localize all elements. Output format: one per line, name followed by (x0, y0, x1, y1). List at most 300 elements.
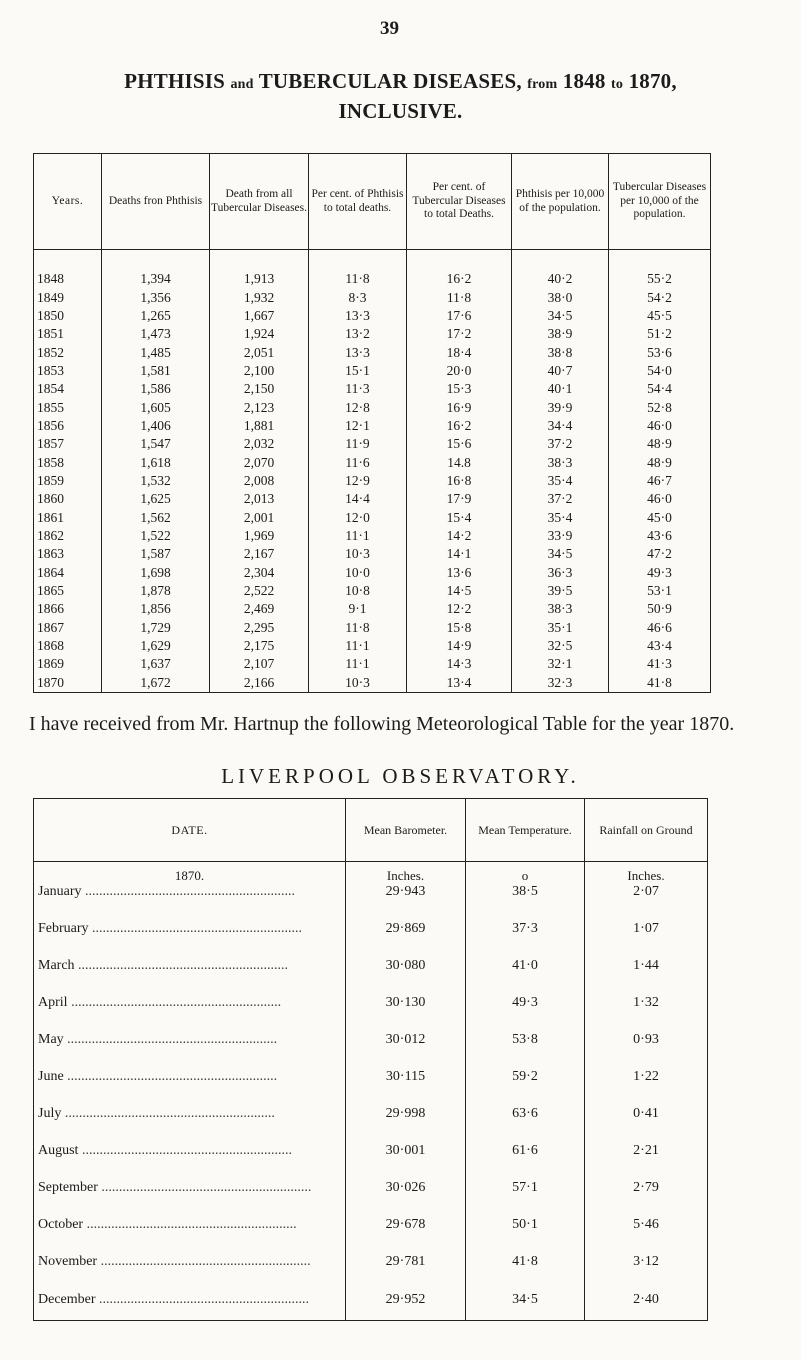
table-row (34, 288, 711, 306)
table-cell: 29·998 (346, 1095, 466, 1132)
table-cell: 2·79 (585, 1169, 708, 1206)
table-cell: 15·8 (407, 619, 512, 637)
table-cell: 1,932 (210, 288, 309, 306)
table-cell: 14.8 (407, 453, 512, 471)
observatory-heading: LIVERPOOL OBSERVATORY. (221, 764, 580, 788)
table-cell: 1,406 (102, 417, 210, 435)
table-row (34, 1058, 708, 1095)
table-cell: 1,856 (102, 600, 210, 618)
table-cell: 2,051 (210, 343, 309, 361)
table-row (34, 435, 711, 453)
title-part: PHTHISIS (124, 69, 225, 93)
table-cell: 30·130 (346, 984, 466, 1021)
table-cell: 14·4 (309, 490, 407, 508)
table-cell: 2,001 (210, 508, 309, 526)
table-cell: 52·8 (609, 398, 711, 416)
month-label: April (38, 994, 68, 1010)
leader-dots: ............................................................ (81, 884, 296, 899)
table-cell: 1855 (34, 398, 102, 416)
table-cell: 46·7 (609, 472, 711, 490)
month-cell (34, 1095, 346, 1132)
intro-paragraph: I have received from Mr. Hartnup the following Meteorological Table for the year 1870. (29, 713, 735, 735)
table-row (34, 655, 711, 673)
table-cell: 41·8 (466, 1243, 585, 1280)
table-cell: 1,605 (102, 398, 210, 416)
table-cell: 46·0 (609, 417, 711, 435)
table-cell: 55·2 (609, 270, 711, 288)
table-row (34, 508, 711, 526)
table-cell: 1,637 (102, 655, 210, 673)
title-part: to (611, 77, 624, 92)
table-body (34, 250, 711, 693)
table-cell: 32·3 (512, 674, 609, 693)
table-cell: 1,394 (102, 270, 210, 288)
table-cell: 1,924 (210, 325, 309, 343)
table-cell: 2,295 (210, 619, 309, 637)
table-cell: 34·5 (512, 307, 609, 325)
table-cell: 1863 (34, 545, 102, 563)
table-cell: 1857 (34, 435, 102, 453)
table-cell: 29·869 (346, 910, 466, 947)
month-label: June (38, 1068, 64, 1084)
table-cell: 53·1 (609, 582, 711, 600)
spacer-cell (34, 250, 102, 271)
table-cell: 1867 (34, 619, 102, 637)
month-cell (34, 1021, 346, 1058)
leader-dots: ............................................................ (63, 1031, 278, 1047)
table-cell: 34·5 (466, 1280, 585, 1321)
phthisis-table (33, 153, 711, 693)
table-cell: 1868 (34, 637, 102, 655)
table-row (34, 1169, 708, 1206)
leader-dots: ............................................................ (63, 1068, 278, 1084)
table-cell: 20·0 (407, 362, 512, 380)
table-cell: 16·9 (407, 398, 512, 416)
table-cell: 30·115 (346, 1058, 466, 1095)
month-cell (34, 884, 346, 910)
table-cell: 38·3 (512, 600, 609, 618)
table-cell: 30·012 (346, 1021, 466, 1058)
table-row (34, 472, 711, 490)
table-cell: 46·6 (609, 619, 711, 637)
table-cell: 2·21 (585, 1132, 708, 1169)
table-row (34, 619, 711, 637)
table-cell: 1,881 (210, 417, 309, 435)
table-cell: 17·9 (407, 490, 512, 508)
title-line-2: INCLUSIVE. (338, 99, 463, 123)
column-header: Mean Barometer. (346, 799, 466, 862)
table-cell: 38·0 (512, 288, 609, 306)
unit-cell: 1870. (34, 862, 346, 885)
table-cell: 1·07 (585, 910, 708, 947)
table-row (34, 1095, 708, 1132)
table-cell: 2,167 (210, 545, 309, 563)
spacer-row (34, 250, 711, 271)
title-part: from (527, 77, 558, 92)
table-header-row (34, 154, 711, 250)
table-cell: 2,166 (210, 674, 309, 693)
table-cell: 43·4 (609, 637, 711, 655)
table-cell: 41·0 (466, 947, 585, 984)
table-cell: 1849 (34, 288, 102, 306)
table-body (34, 862, 708, 1321)
table-row (34, 343, 711, 361)
table-cell: 15·3 (407, 380, 512, 398)
month-cell (34, 1132, 346, 1169)
table-cell: 1,581 (102, 362, 210, 380)
leader-dots: ............................................................ (78, 1142, 292, 1158)
table-cell: 2,469 (210, 600, 309, 618)
table-cell: 1,672 (102, 674, 210, 693)
table-cell: 11·9 (309, 435, 407, 453)
table-row (34, 910, 708, 947)
table-row (34, 1021, 708, 1058)
column-header: Death from all Tubercular Diseases. (210, 154, 309, 250)
table-cell: 39·5 (512, 582, 609, 600)
table-cell: 1,698 (102, 564, 210, 582)
table-cell: 9·1 (309, 600, 407, 618)
table-cell: 38·5 (466, 884, 585, 910)
table-cell: 10·3 (309, 545, 407, 563)
table-cell: 10·3 (309, 674, 407, 693)
table-cell: 8·3 (309, 288, 407, 306)
title-part: TUBERCULAR DISEASES, (258, 69, 522, 93)
table-cell: 1,532 (102, 472, 210, 490)
table-row (34, 453, 711, 471)
table-cell: 1862 (34, 527, 102, 545)
leader-dots: ............................................................ (61, 1105, 275, 1121)
table-cell: 1859 (34, 472, 102, 490)
table-cell: 59·2 (466, 1058, 585, 1095)
table-cell: 1,969 (210, 527, 309, 545)
table-cell: 16·8 (407, 472, 512, 490)
table-cell: 37·2 (512, 435, 609, 453)
month-label: July (38, 1105, 62, 1121)
table-row (34, 398, 711, 416)
table-cell: 54·2 (609, 288, 711, 306)
column-header: Tubercular Diseases per 10,000 of the population. (609, 154, 711, 250)
month-cell (34, 984, 346, 1021)
table-cell: 1,587 (102, 545, 210, 563)
column-header: Mean Temperature. (466, 799, 585, 862)
month-cell (34, 1280, 346, 1321)
month-cell (34, 1206, 346, 1243)
table-cell: 40·2 (512, 270, 609, 288)
table-cell: 11·1 (309, 527, 407, 545)
meteorological-table (33, 798, 708, 1321)
column-header: Deaths fron Phthisis (102, 154, 210, 250)
column-header: Phthisis per 10,000 of the population. (512, 154, 609, 250)
table-row (34, 527, 711, 545)
table-cell: 1866 (34, 600, 102, 618)
table-cell: 13·2 (309, 325, 407, 343)
table-cell: 10·8 (309, 582, 407, 600)
table-cell: 35·1 (512, 619, 609, 637)
table-cell: 29·952 (346, 1280, 466, 1321)
table-cell: 1,547 (102, 435, 210, 453)
column-header: DATE. (34, 799, 346, 862)
leader-dots: ............................................................ (95, 1292, 310, 1307)
table-cell: 11·8 (309, 270, 407, 288)
month-cell (34, 1243, 346, 1280)
leader-dots: ............................................................ (74, 957, 289, 973)
units-row (34, 862, 708, 885)
title-part: 1870, (628, 69, 677, 93)
table-cell: 37·2 (512, 490, 609, 508)
leader-dots: ............................................................ (97, 1179, 312, 1195)
table-row (34, 325, 711, 343)
table-cell: 12·9 (309, 472, 407, 490)
month-label: December (38, 1292, 96, 1307)
month-label: January (38, 884, 82, 899)
month-label: May (38, 1031, 64, 1047)
title-part: and (230, 77, 254, 92)
table-cell: 34·4 (512, 417, 609, 435)
page-number: 39 (380, 18, 399, 39)
table-cell: 30·026 (346, 1169, 466, 1206)
table-cell: 35·4 (512, 508, 609, 526)
table-cell: 2,013 (210, 490, 309, 508)
table-cell: 2,100 (210, 362, 309, 380)
table-row (34, 600, 711, 618)
table-row (34, 545, 711, 563)
table-cell: 33·9 (512, 527, 609, 545)
table-cell: 29·781 (346, 1243, 466, 1280)
table-cell: 2,123 (210, 398, 309, 416)
month-label: March (38, 957, 75, 973)
table-row (34, 582, 711, 600)
table-cell: 14·1 (407, 545, 512, 563)
table-cell: 1848 (34, 270, 102, 288)
table-cell: 38·9 (512, 325, 609, 343)
table-cell: 14·3 (407, 655, 512, 673)
table-cell: 2,008 (210, 472, 309, 490)
table-cell: 17·6 (407, 307, 512, 325)
table-cell: 16·2 (407, 270, 512, 288)
table-cell: 35·4 (512, 472, 609, 490)
table-cell: 13·4 (407, 674, 512, 693)
title-part: 1848 (562, 69, 606, 93)
table-cell: 29·943 (346, 884, 466, 910)
table-row (34, 1243, 708, 1280)
table-cell: 40·7 (512, 362, 609, 380)
table-cell: 11·1 (309, 637, 407, 655)
table-cell: 63·6 (466, 1095, 585, 1132)
table-cell: 14·5 (407, 582, 512, 600)
spacer-cell (609, 250, 711, 271)
table-cell: 49·3 (609, 564, 711, 582)
table-row (34, 637, 711, 655)
table-cell: 1864 (34, 564, 102, 582)
table-row (34, 674, 711, 693)
table-cell: 5·46 (585, 1206, 708, 1243)
table-cell: 3·12 (585, 1243, 708, 1280)
table-cell: 14·9 (407, 637, 512, 655)
column-header: Per cent. of Tubercular Diseases to total Deaths. (407, 154, 512, 250)
table-cell: 1,473 (102, 325, 210, 343)
table-cell: 11·1 (309, 655, 407, 673)
table-cell: 1869 (34, 655, 102, 673)
page-title (0, 68, 801, 125)
table-cell: 13·3 (309, 343, 407, 361)
table-cell: 1,265 (102, 307, 210, 325)
table-row (34, 947, 708, 984)
table-cell: 1,562 (102, 508, 210, 526)
column-header: Per cent. of Phthisis to total deaths. (309, 154, 407, 250)
table-cell: 1,522 (102, 527, 210, 545)
table-cell: 37·3 (466, 910, 585, 947)
table-cell: 49·3 (466, 984, 585, 1021)
table-cell: 2,175 (210, 637, 309, 655)
month-label: November (38, 1253, 98, 1269)
unit-cell: Inches. (346, 862, 466, 885)
month-label: February (38, 920, 89, 936)
table-cell: 38·8 (512, 343, 609, 361)
table-cell: 57·1 (466, 1169, 585, 1206)
table-cell: 1·22 (585, 1058, 708, 1095)
leader-dots: ............................................................ (83, 1216, 297, 1232)
table-row (34, 362, 711, 380)
month-label: October (38, 1216, 84, 1232)
table-cell: 2·07 (585, 884, 708, 910)
table-cell: 0·93 (585, 1021, 708, 1058)
table-cell: 41·8 (609, 674, 711, 693)
table-cell: 2·40 (585, 1280, 708, 1321)
table-cell: 11·8 (407, 288, 512, 306)
table-cell: 1858 (34, 453, 102, 471)
table-cell: 1854 (34, 380, 102, 398)
column-header: Years. (34, 154, 102, 250)
table-cell: 14·2 (407, 527, 512, 545)
spacer-cell (102, 250, 210, 271)
table-cell: 13·6 (407, 564, 512, 582)
table-cell: 2,304 (210, 564, 309, 582)
table-cell: 39·9 (512, 398, 609, 416)
table-cell: 1·44 (585, 947, 708, 984)
table-cell: 30·080 (346, 947, 466, 984)
table-row (34, 1206, 708, 1243)
table-cell: 15·6 (407, 435, 512, 453)
table-cell: 34·5 (512, 545, 609, 563)
table-cell: 12·2 (407, 600, 512, 618)
spacer-cell (407, 250, 512, 271)
table-cell: 46·0 (609, 490, 711, 508)
table-cell: 51·2 (609, 325, 711, 343)
table-cell: 1,878 (102, 582, 210, 600)
table-cell: 1860 (34, 490, 102, 508)
table-cell: 1,618 (102, 453, 210, 471)
table-cell: 12·0 (309, 508, 407, 526)
month-cell (34, 910, 346, 947)
table-cell: 1850 (34, 307, 102, 325)
leader-dots: ............................................................ (67, 994, 282, 1010)
table-cell: 53·8 (466, 1021, 585, 1058)
table-cell: 1,913 (210, 270, 309, 288)
table-cell: 1852 (34, 343, 102, 361)
table-cell: 13·3 (309, 307, 407, 325)
month-label: August (38, 1142, 79, 1158)
table-cell: 10·0 (309, 564, 407, 582)
table-cell: 1,625 (102, 490, 210, 508)
spacer-cell (210, 250, 309, 271)
column-header: Rainfall on Ground (585, 799, 708, 862)
table-cell: 48·9 (609, 453, 711, 471)
table-cell: 1,729 (102, 619, 210, 637)
month-cell (34, 1058, 346, 1095)
table-cell: 2,107 (210, 655, 309, 673)
table-cell: 2,032 (210, 435, 309, 453)
table-cell: 2,150 (210, 380, 309, 398)
table-cell: 11·8 (309, 619, 407, 637)
month-cell (34, 947, 346, 984)
table-row (34, 564, 711, 582)
spacer-cell (309, 250, 407, 271)
table-cell: 1,356 (102, 288, 210, 306)
leader-dots: ............................................................ (97, 1253, 311, 1269)
table-cell: 1870 (34, 674, 102, 693)
unit-cell: o (466, 862, 585, 885)
table-cell: 50·9 (609, 600, 711, 618)
month-cell (34, 1169, 346, 1206)
table-cell: 43·6 (609, 527, 711, 545)
table-cell: 2,070 (210, 453, 309, 471)
table-cell: 1,586 (102, 380, 210, 398)
table-cell: 1,667 (210, 307, 309, 325)
table-cell: 38·3 (512, 453, 609, 471)
table-row (34, 884, 708, 910)
leader-dots: ............................................................ (88, 920, 303, 936)
table-cell: 0·41 (585, 1095, 708, 1132)
table-cell: 29·678 (346, 1206, 466, 1243)
unit-cell: Inches. (585, 862, 708, 885)
table-cell: 1·32 (585, 984, 708, 1021)
table-cell: 32·5 (512, 637, 609, 655)
table-row (34, 270, 711, 288)
table-row (34, 984, 708, 1021)
table-cell: 11·3 (309, 380, 407, 398)
table-cell: 2,522 (210, 582, 309, 600)
table-row (34, 417, 711, 435)
table-cell: 50·1 (466, 1206, 585, 1243)
table-cell: 54·4 (609, 380, 711, 398)
table-cell: 45·5 (609, 307, 711, 325)
table-cell: 53·6 (609, 343, 711, 361)
table-cell: 36·3 (512, 564, 609, 582)
table-cell: 30·001 (346, 1132, 466, 1169)
table-cell: 16·2 (407, 417, 512, 435)
table-cell: 54·0 (609, 362, 711, 380)
table-cell: 12·1 (309, 417, 407, 435)
table-cell: 1861 (34, 508, 102, 526)
table-row (34, 1280, 708, 1321)
table-cell: 61·6 (466, 1132, 585, 1169)
table-row (34, 380, 711, 398)
table-cell: 11·6 (309, 453, 407, 471)
table-row (34, 307, 711, 325)
table-cell: 15·1 (309, 362, 407, 380)
table-header-row (34, 799, 708, 862)
table-cell: 48·9 (609, 435, 711, 453)
table-cell: 41·3 (609, 655, 711, 673)
table-cell: 17·2 (407, 325, 512, 343)
table-cell: 1853 (34, 362, 102, 380)
table-cell: 45·0 (609, 508, 711, 526)
table-cell: 1,485 (102, 343, 210, 361)
table-cell: 1856 (34, 417, 102, 435)
month-label: September (38, 1179, 98, 1195)
table-cell: 15·4 (407, 508, 512, 526)
spacer-cell (512, 250, 609, 271)
